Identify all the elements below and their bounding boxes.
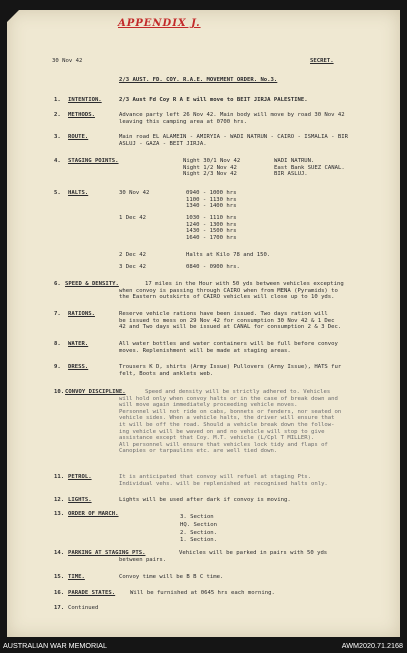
section-number: 6.	[54, 281, 61, 287]
march-item: 2. Section.	[180, 529, 218, 536]
section-number: 12.	[54, 497, 65, 503]
halt-time: Halts at Kilo 78 and 150.	[186, 252, 271, 258]
section-body	[119, 474, 328, 487]
body-line: it will be off the road. Should a vehicle break down the follow-	[119, 421, 335, 428]
body-line: Individual vehs. will be replenished at recognised halts only.	[119, 480, 328, 487]
section-number: 17.	[54, 605, 65, 611]
halt-time: 1430 - 1500 hrs	[186, 228, 237, 235]
halt-time: 0940 - 1000 hrs	[186, 190, 237, 196]
halt-time: 1340 - 1400 hrs	[186, 203, 237, 210]
body-line: Lights will be used after dark if convoy is moving.	[119, 497, 291, 503]
body-line: Main road EL ALAMEIN - AMIRYIA - WADI NATRUN - CAIRO - ISMALIA - BIR	[119, 134, 349, 140]
body-line: All water bottles and water containers will be full before convoy	[119, 341, 338, 347]
section-heading: PARKING AT STAGING PTS.	[68, 550, 146, 556]
march-item: 3. Section	[180, 514, 214, 520]
body-line: assistance except that Coy. M.T. vehicle (L/Cpl T MILLER).	[119, 435, 315, 442]
halt-time: 1640 - 1700 hrs	[186, 234, 237, 241]
body-line: 2/3 Aust Fd Coy R A E will move to BEIT JIRJA PALESTINE.	[119, 97, 308, 103]
body-line: Reserve vehicle rations have been issued. Two days ration will	[119, 311, 328, 317]
body-line: Canopies or tarpaulins etc. are well tied down.	[119, 448, 278, 455]
accession-number: AWM2020.71.2168	[341, 641, 403, 650]
section-number: 4.	[54, 158, 61, 164]
body-line: moves. Replenishment will be made at staging areas.	[119, 347, 291, 354]
march-order	[180, 514, 217, 545]
march-item: 1. Section.	[180, 537, 218, 544]
halt-time: 1030 - 1110 hrs	[186, 215, 237, 221]
section-heading: HALTS.	[68, 190, 89, 196]
body-line: Personnel will not ride on cabs, bonnets or fenders, nor seated on	[119, 408, 342, 415]
staging-places	[274, 158, 345, 178]
section-number: 15.	[54, 574, 65, 580]
section-number: 13.	[54, 511, 65, 517]
section-body	[119, 364, 341, 377]
halt-date: 30 Nov 42	[119, 190, 150, 196]
staging-place: BIR ASLUJ.	[274, 171, 308, 178]
section-heading: DRESS.	[68, 364, 89, 370]
section-heading: INTENTION.	[68, 97, 102, 103]
body-line: It is anticipated that convoy will refuel at staging Pts.	[119, 474, 311, 480]
section-heading: STAGING POINTS.	[68, 158, 119, 164]
body-line: Speed and density will be strictly adhered to. Vehicles	[145, 389, 331, 395]
staging-place: East Bank SUEZ CANAL.	[274, 164, 345, 171]
body-line: ing vehicle will be waved on and no vehicle will stop to give	[119, 428, 325, 435]
body-line: felt, Boots and anklets web.	[119, 370, 214, 377]
body-line: ASLUJ - GAZA - BEIT JIRJA.	[119, 140, 207, 147]
section-body	[119, 341, 338, 354]
section-heading: LIGHTS.	[68, 497, 92, 503]
section-number: 8.	[54, 341, 61, 347]
appendix-annotation: APPENDIX J.	[118, 18, 201, 29]
section-heading: CONVOY DISCIPLINE.	[65, 389, 126, 395]
section-number: 16.	[54, 590, 65, 596]
section-body	[119, 134, 348, 147]
body-line: the Eastern outskirts of CAIRO vehicles will close up to 10 yds.	[119, 294, 335, 301]
body-line: will move again immediately proceeding vehicle moves.	[119, 402, 298, 409]
body-line: leaving this camping area at 0700 hrs.	[119, 118, 247, 125]
section-body	[119, 311, 341, 331]
staging-night: Night 2/3 Nov 42	[183, 171, 237, 178]
section-heading: PETROL.	[68, 474, 92, 480]
body-line: Convoy time will be B B C time.	[119, 574, 224, 580]
body-line: 42 and Two days will be issued at CANAL for consumption 2 & 3 Dec.	[119, 324, 342, 331]
halt-times	[186, 215, 237, 241]
body-line: when convoy is passing through CAIRO when from MENA (Pyramids) to	[119, 287, 338, 294]
body-line: be issued to mess on 29 Nov 42 for consumption 30 Nov 42 & 1 Dec	[119, 317, 335, 324]
archive-footer	[0, 637, 407, 653]
section-number: 7.	[54, 311, 61, 317]
classification-mark: SECRET.	[310, 58, 334, 64]
section-body	[119, 112, 345, 125]
halt-time: 1240 - 1300 hrs	[186, 221, 237, 228]
body-line: Trousers K D, shirts (Army Issue) Pullovers (Army Issue), HATS fur	[119, 364, 342, 370]
section-number: 9.	[54, 364, 61, 370]
section-number: 14.	[54, 550, 65, 556]
section-body	[119, 497, 291, 504]
section-heading: TIME.	[68, 574, 85, 580]
section-body	[119, 97, 308, 104]
staging-nights	[183, 158, 240, 178]
staging-night: Night 1/2 Nov 42	[183, 164, 237, 171]
section-heading: ROUTE.	[68, 134, 89, 140]
halt-time: 0840 - 0900 hrs.	[186, 264, 240, 270]
staging-night: Night 30/1 Nov 42	[183, 158, 241, 164]
section-number: 11.	[54, 474, 65, 480]
march-item: HQ. Section	[180, 521, 218, 528]
halt-date: 1 Dec 42	[119, 215, 146, 221]
body-line: Vehicles will be parked in pairs with 50 yds	[179, 550, 328, 556]
body-line: Will be furnished at 0645 hrs each morning.	[130, 590, 275, 596]
order-date: 30 Nov 42	[52, 58, 83, 64]
folded-corner	[7, 10, 19, 22]
section-heading: WATER.	[68, 341, 89, 347]
section-body	[119, 389, 341, 455]
section-heading: SPEED & DENSITY.	[65, 281, 119, 287]
halt-times	[186, 190, 237, 210]
order-title: 2/3 AUST. FD. COY. R.A.E. MOVEMENT ORDER. No.3.	[119, 77, 278, 83]
section-number: 3.	[54, 134, 61, 140]
halt-date: 2 Dec 42	[119, 252, 146, 258]
section-number: 2.	[54, 112, 61, 118]
section-heading: METHODS.	[68, 112, 95, 118]
section-number: 1.	[54, 97, 61, 103]
continued-note: Continued	[68, 605, 99, 611]
body-line: between pairs.	[119, 557, 167, 563]
section-number: 10.	[54, 389, 65, 395]
section-heading: ORDER OF MARCH.	[68, 511, 119, 517]
body-line: will hold only when convoy halts or in the case of break down and	[119, 395, 338, 402]
body-line: Advance party left 26 Nov 42. Main body will move by road 30 Nov 42	[119, 112, 345, 118]
section-heading: PARADE STATES.	[68, 590, 116, 596]
section-body	[119, 281, 344, 301]
body-line: 17 miles in the Hour with 50 yds between vehicles excepting	[145, 281, 344, 287]
staging-place: WADI NATRUN.	[274, 158, 315, 164]
section-number: 5.	[54, 190, 61, 196]
body-line: vehicle sides. When a vehicle halts, the driver will ensure that	[119, 415, 335, 422]
archive-source: AUSTRALIAN WAR MEMORIAL	[3, 641, 107, 650]
halt-time: 1100 - 1130 hrs	[186, 196, 237, 203]
body-line: All personnel will ensure that vehicles lock tidy and flaps of	[119, 441, 328, 448]
section-heading: RATIONS.	[68, 311, 95, 317]
halt-date: 3 Dec 42	[119, 264, 146, 270]
